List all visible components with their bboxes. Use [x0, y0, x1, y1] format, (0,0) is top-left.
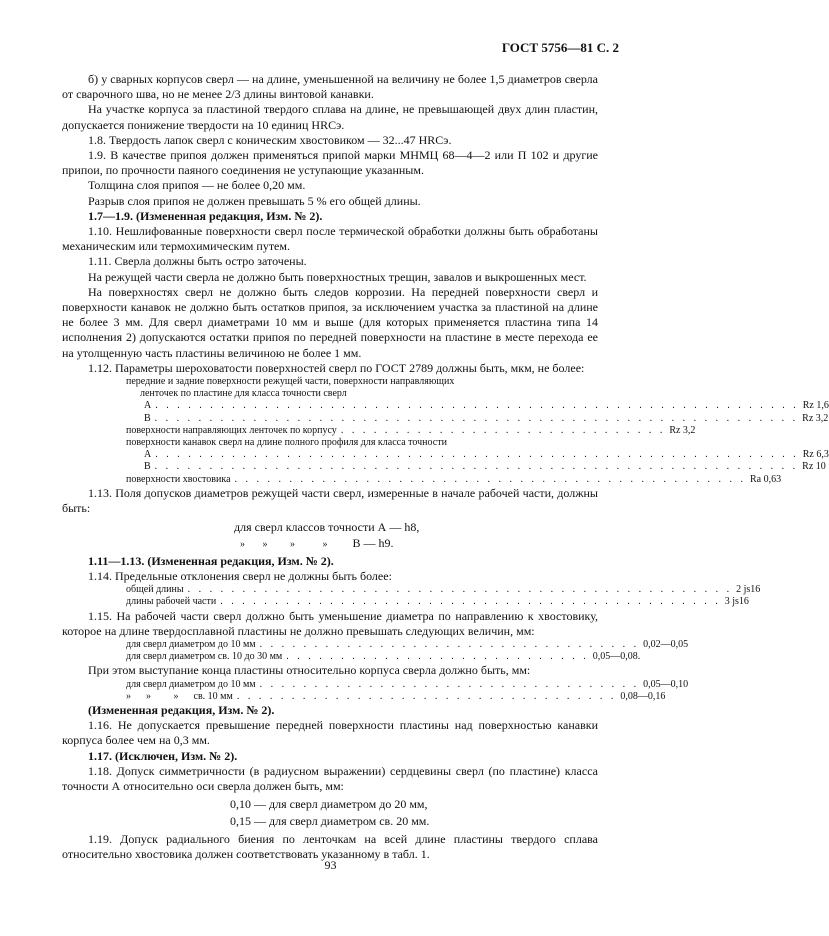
row-value: Rz 10 [802, 461, 826, 473]
amendment-note: 1.11—1.13. (Измененная редакция, Изм. № 2). [88, 553, 334, 568]
row-value: Rz 3,2 [802, 412, 829, 424]
leader-dots: . . . . . . . . . . . . . . . . . . . . . . . . . . . . [286, 651, 589, 663]
row-value: 2 js16 [736, 584, 761, 596]
row-value: 3 js16 [724, 596, 749, 608]
roughness-table [62, 376, 829, 486]
row-label: длины рабочей части [126, 596, 217, 608]
row-value: Ra 0,63 [750, 473, 782, 485]
row-value: 0,05—0,10 [643, 678, 689, 690]
row-value: Rz 3,2 [669, 424, 696, 436]
row-label: поверхности хвостовика [126, 473, 231, 485]
roughness-heading: ленточек по пластине для класса точности сверл [140, 388, 347, 400]
page-content [62, 72, 829, 862]
deviation-row [126, 584, 761, 596]
amendment-note: (Измененная редакция, Изм. № 2). [88, 702, 275, 717]
roughness-row [126, 424, 696, 437]
row-value: Rz 6,3 [802, 449, 829, 461]
ditto-marks: » » » » [240, 538, 328, 550]
page-number: 93 [324, 858, 337, 872]
amendment-note: 1.17. (Исключен, Изм. № 2). [88, 748, 238, 763]
paragraph: На участке корпуса за пластиной твердого сплава на длине, не превышающей двух длин пластин, допускается понижение твердости на 10 единиц HRCэ. [62, 102, 598, 132]
paragraph: 1.16. Не допускается превышение передней поверхности пластины над поверхностью канавки корпуса более чем на 0,3 мм. [62, 718, 598, 748]
paragraph: б) у сварных корпусов сверл — на длине, уменьшенной на величину не более 1,5 диаметров сверла от сварочного шва, но не менее 2/3 длины винтовой канавки. [62, 72, 598, 102]
row-label: А [144, 449, 152, 461]
amendment-note: 1.7—1.9. (Измененная редакция, Изм. № 2). [88, 208, 323, 223]
roughness-row [126, 449, 829, 461]
roughness-row [126, 412, 829, 425]
row-value: Rz 1,6 [802, 400, 829, 412]
paragraph: 1.12. Параметры шероховатости поверхностей сверл по ГОСТ 2789 должны быть, мкм, не более: [88, 360, 585, 375]
leader-dots: . . . . . . . . . . . . . . . . . . . . . . . . . . . . . . . . . . . . . . . . . . . . . . . [234, 473, 747, 485]
tolerance-line [62, 536, 598, 552]
reduction-row [126, 638, 689, 651]
row-label: » » » св. 10 мм [126, 690, 233, 702]
row-label: общей длины [126, 584, 184, 596]
paragraph: 1.13. Поля допусков диаметров режущей части сверл, измеренные в начале рабочей части, должны быть: [62, 485, 598, 516]
row-label: В [144, 461, 151, 473]
row-label: В [144, 412, 151, 424]
paragraph: 1.8. Твердость лапок сверл с коническим хвостовиком — 32...47 HRCэ. [88, 132, 452, 147]
page-header: ГОСТ 5756—81 С. 2 [501, 40, 619, 55]
paragraph: Толщина слоя припоя — не более 0,20 мм. [88, 178, 306, 193]
reduction-table [62, 638, 689, 663]
paragraph: 1.18. Допуск симметричности (в радиусном выражении) сердцевины сверл (по пластине) класса точности А относительно оси сверла должен быть, мм: [62, 763, 598, 793]
symmetry-line: 0,10 — для сверл диаметром до 20 мм, [230, 797, 428, 812]
leader-dots: . . . . . . . . . . . . . . . . . . . . . . . . . . . . . . . . . . . . . . . . . . . . . . [220, 596, 721, 608]
roughness-heading: передние и задние поверхности режущей части, поверхности направляющих [126, 376, 455, 388]
leader-dots: . . . . . . . . . . . . . . . . . . . . . . . . . . . . . . . . . . . . . . . . . . . . . . . . . . . . . . . . . . . [155, 449, 799, 461]
protrusion-row [126, 678, 689, 691]
paragraph: 1.14. Предельные отклонения сверл не должны быть более: [88, 568, 392, 583]
deviation-table [62, 584, 761, 608]
protrusion-table [62, 678, 689, 703]
leader-dots: . . . . . . . . . . . . . . . . . . . . . . . . . . . . . . . . . . . [259, 638, 640, 650]
leader-dots: . . . . . . . . . . . . . . . . . . . . . . . . . . . . . . [340, 424, 666, 436]
row-label: поверхности направляющих ленточек по корпусу [126, 424, 337, 436]
paragraph: 1.15. На рабочей части сверл должно быть уменьшение диаметра по направлению к хвостовику, которое на длине твердосплавной пластины не должно превышать следующих величин, мм: [62, 608, 598, 638]
paragraph: Разрыв слоя припоя не должен превышать 5 % его общей длины. [88, 193, 421, 208]
leader-dots: . . . . . . . . . . . . . . . . . . . . . . . . . . . . . . . . . . . [259, 678, 640, 690]
tolerance-value: В — h9. [352, 535, 394, 550]
symmetry-line: 0,15 — для сверл диаметром св. 20 мм. [230, 814, 430, 829]
leader-dots: . . . . . . . . . . . . . . . . . . . . . . . . . . . . . . . . . . . . . . . . . . . . . . . . . . . . . . . . . . . [154, 412, 799, 424]
reduction-row [126, 651, 641, 663]
leader-dots: . . . . . . . . . . . . . . . . . . . . . . . . . . . . . . . . . . . [236, 690, 617, 702]
deviation-row [126, 596, 749, 608]
paragraph: 1.9. В качестве припоя должен применяться припой марки МНМЦ 68—4—2 или П 102 и другие припои, по прочности паяного соединения не уступающие указанным. [62, 148, 598, 178]
leader-dots: . . . . . . . . . . . . . . . . . . . . . . . . . . . . . . . . . . . . . . . . . . . . . . . . . . . . . . . . . . . [154, 461, 799, 473]
paragraph: 1.11. Сверла должны быть остро заточены. [88, 254, 307, 269]
protrusion-row [126, 690, 666, 703]
leader-dots: . . . . . . . . . . . . . . . . . . . . . . . . . . . . . . . . . . . . . . . . . . . . . . . . . . . . . . . . . . . [155, 400, 799, 412]
paragraph: На поверхностях сверл не должно быть следов коррозии. На передней поверхности сверл и поверхности канавок не должно быть остатков припоя, за исключением участка за пластиной на длине не более 3 мм. Для сверл диаметрами 10 мм и выше (для которых применяется пластина типа 14 исполнения 2) допускаются остатки припоя по передней поверхности на пластине в месте перехода ее на утолщенную часть пластины величиною не более 1 мм. [62, 284, 598, 360]
roughness-heading: поверхности канавок сверл на длине полного профиля для класса точности [126, 437, 447, 449]
row-label: для сверл диаметром до 10 мм [126, 678, 256, 690]
paragraph: 1.19. Допуск радиального биения по ленточкам на всей длине пластины твердого сплава относительно хвостовика должен соответствовать указанному в табл. 1. [62, 831, 598, 861]
row-label: А [144, 400, 152, 412]
tolerance-line: для сверл классов точности А — h8, [234, 520, 420, 535]
row-value: 0,02—0,05 [643, 638, 689, 650]
roughness-row [126, 461, 826, 473]
paragraph: 1.10. Нешлифованные поверхности сверл после термической обработки должны быть обработаны механическим или термохимическим путем. [62, 224, 598, 254]
row-label: для сверл диаметром до 10 мм [126, 638, 256, 650]
row-label: для сверл диаметром св. 10 до 30 мм [126, 651, 283, 663]
roughness-row [126, 473, 782, 486]
paragraph: При этом выступание конца пластины относительно корпуса сверла должно быть, мм: [88, 663, 531, 678]
row-value: 0,08—0,16 [620, 690, 666, 702]
row-value: 0,05—0,08. [592, 651, 641, 663]
leader-dots: . . . . . . . . . . . . . . . . . . . . . . . . . . . . . . . . . . . . . . . . . . . . . . . . . . [187, 584, 733, 596]
roughness-row [126, 400, 829, 412]
paragraph: На режущей части сверла не должно быть поверхностных трещин, завалов и выкрошенных мест. [88, 269, 587, 284]
